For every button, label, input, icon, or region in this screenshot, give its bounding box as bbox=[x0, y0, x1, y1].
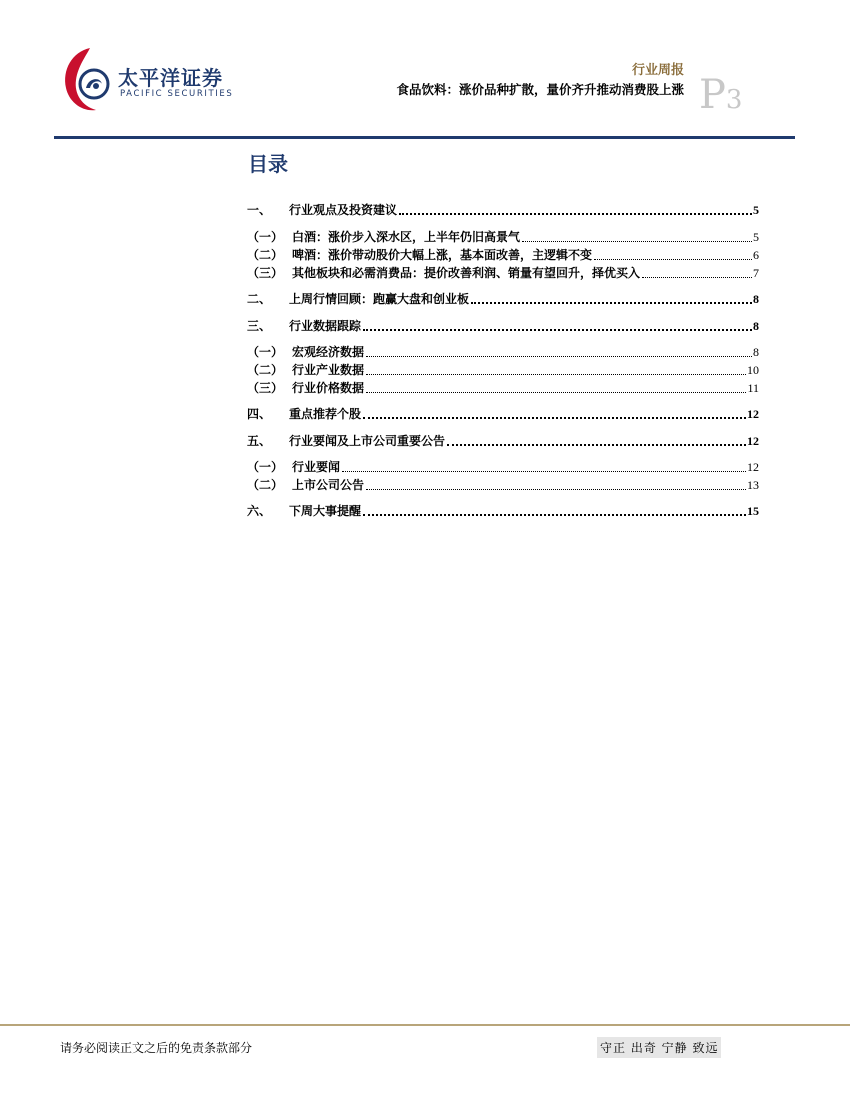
toc-entry-text: 下周大事提醒 bbox=[289, 504, 362, 518]
toc-entry-text: 行业产业数据 bbox=[292, 363, 365, 377]
toc-entry-page: 8 bbox=[753, 345, 759, 359]
page-number bbox=[699, 72, 742, 118]
toc-entry-page: 8 bbox=[753, 292, 759, 306]
toc-entry-number: （二） bbox=[247, 248, 284, 262]
toc-entry-page: 12 bbox=[747, 460, 759, 474]
toc-entry-number: （一） bbox=[247, 460, 284, 474]
toc-leader-dots bbox=[342, 471, 746, 472]
toc-entry-page: 5 bbox=[753, 203, 759, 217]
toc-entry-page: 12 bbox=[747, 407, 759, 421]
toc-entry-text: 白酒：涨价步入深水区，上半年仍旧高景气 bbox=[292, 230, 521, 244]
toc-entry[interactable] bbox=[247, 475, 759, 493]
toc-entry-text: 宏观经济数据 bbox=[292, 345, 365, 359]
toc-entry[interactable] bbox=[247, 289, 759, 307]
toc-entry-page: 10 bbox=[747, 363, 759, 377]
toc-entry-page: 6 bbox=[753, 248, 759, 262]
toc-entry[interactable] bbox=[247, 501, 759, 519]
toc-entry-text: 行业要闻及上市公司重要公告 bbox=[289, 434, 446, 448]
toc-entry-page: 13 bbox=[747, 478, 759, 492]
toc-entry-number: 三、 bbox=[247, 319, 272, 333]
toc-entry-number: （一） bbox=[247, 345, 284, 359]
toc-leader-dots bbox=[594, 259, 752, 260]
toc-entry-text: 行业观点及投资建议 bbox=[289, 203, 398, 217]
toc-entry-text: 重点推荐个股 bbox=[289, 407, 362, 421]
toc-entry[interactable] bbox=[247, 342, 759, 360]
toc-entry-number: 六、 bbox=[247, 504, 272, 518]
logo-chinese-name: 太平洋证券 bbox=[118, 66, 223, 90]
toc-entry-number: 一、 bbox=[247, 203, 272, 217]
toc-entry-number: （二） bbox=[247, 478, 284, 492]
company-logo bbox=[60, 44, 240, 114]
toc-entry-number: 四、 bbox=[247, 407, 272, 421]
toc-leader-dots bbox=[399, 213, 752, 215]
toc-entry-text: 其他板块和必需消费品：提价改善利润、销量有望回升，择优买入 bbox=[292, 266, 641, 280]
toc-entry-text: 啤酒：涨价带动股价大幅上涨，基本面改善，主逻辑不变 bbox=[292, 248, 593, 262]
header-divider bbox=[54, 136, 795, 139]
toc-leader-dots bbox=[363, 417, 746, 419]
toc-entry[interactable] bbox=[247, 431, 759, 449]
toc-leader-dots bbox=[642, 277, 752, 278]
toc-entry[interactable] bbox=[247, 360, 759, 378]
toc-entry-number: （三） bbox=[247, 266, 284, 280]
toc-entry-page: 8 bbox=[753, 319, 759, 333]
toc-leader-dots bbox=[366, 489, 746, 490]
toc-leader-dots bbox=[471, 302, 752, 304]
footer-motto: 守正 出奇 宁静 致远 bbox=[597, 1037, 721, 1058]
toc-entry[interactable] bbox=[247, 200, 759, 218]
page-number-digit: 3 bbox=[725, 85, 743, 115]
toc-entry[interactable] bbox=[247, 245, 759, 263]
toc-leader-dots bbox=[366, 392, 746, 393]
toc-entry-page: 15 bbox=[747, 504, 759, 518]
footer-divider bbox=[0, 1024, 850, 1026]
toc-entry[interactable] bbox=[247, 404, 759, 422]
toc-entry-page: 12 bbox=[747, 434, 759, 448]
toc-entry[interactable] bbox=[247, 457, 759, 475]
toc-entry-text: 行业数据跟踪 bbox=[289, 319, 362, 333]
toc-entry-number: （一） bbox=[247, 230, 284, 244]
toc-title: 目录 bbox=[248, 152, 288, 176]
toc-entry-number: （二） bbox=[247, 363, 284, 377]
report-title: 食品饮料：涨价品种扩散，量价齐升推动消费股上涨 bbox=[396, 82, 684, 97]
toc-leader-dots bbox=[447, 444, 746, 446]
page-letter: P bbox=[699, 72, 726, 118]
toc-entry[interactable] bbox=[247, 378, 759, 396]
pacific-securities-logo-icon bbox=[60, 44, 116, 114]
report-type: 行业周报 bbox=[631, 63, 684, 78]
toc-entry-page: 11 bbox=[747, 381, 759, 395]
footer-disclaimer: 请务必阅读正文之后的免责条款部分 bbox=[60, 1041, 253, 1055]
toc-entry-number: 五、 bbox=[247, 434, 272, 448]
toc-entry-number: （三） bbox=[247, 381, 284, 395]
toc-entry-text: 行业价格数据 bbox=[292, 381, 365, 395]
toc-leader-dots bbox=[366, 356, 752, 357]
toc-entry-text: 上市公司公告 bbox=[292, 478, 365, 492]
toc-entry[interactable] bbox=[247, 227, 759, 245]
toc-entry-text: 上周行情回顾：跑赢大盘和创业板 bbox=[289, 292, 470, 306]
toc-leader-dots bbox=[522, 241, 752, 242]
toc-entry[interactable] bbox=[247, 263, 759, 281]
toc-entry-page: 7 bbox=[753, 266, 759, 280]
toc-entry-text: 行业要闻 bbox=[292, 460, 341, 474]
toc-leader-dots bbox=[363, 329, 752, 331]
toc-leader-dots bbox=[363, 514, 746, 516]
toc-leader-dots bbox=[366, 374, 746, 375]
toc-entry-page: 5 bbox=[753, 230, 759, 244]
logo-english-name: PACIFIC SECURITIES bbox=[120, 89, 234, 99]
toc-entry-number: 二、 bbox=[247, 292, 272, 306]
toc-entry[interactable] bbox=[247, 316, 759, 334]
